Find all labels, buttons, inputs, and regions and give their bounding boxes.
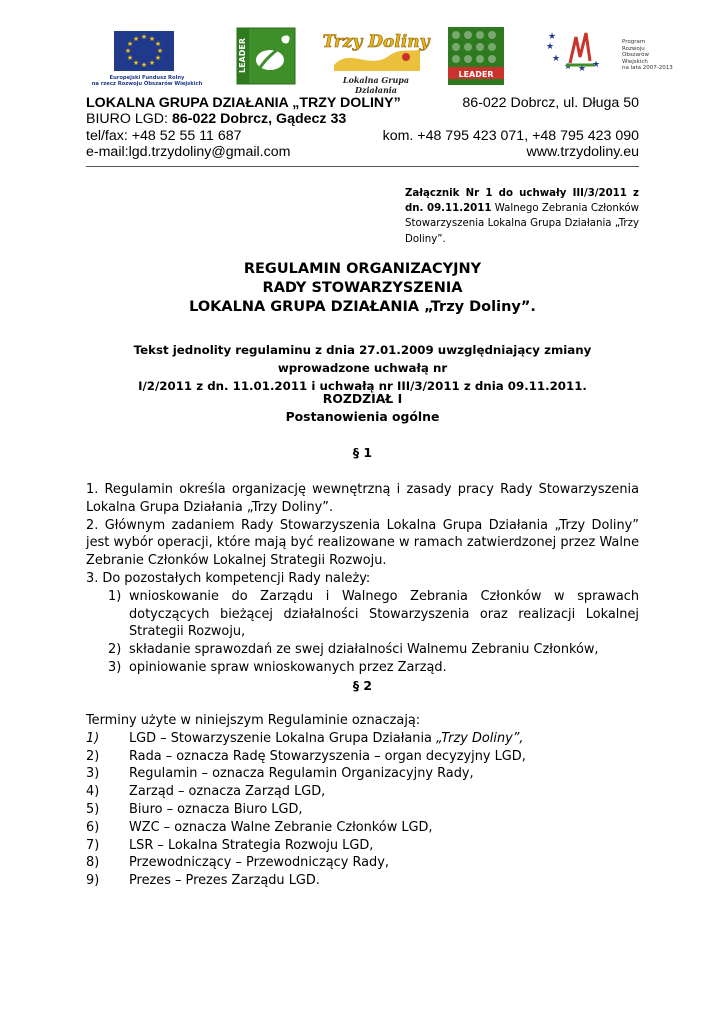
section2-body: [86, 712, 639, 890]
title-line2: RADY STOWARZYSZENIA: [262, 280, 463, 296]
svg-text:★: ★: [132, 35, 140, 43]
list-item-text: wnioskowanie do Zarządu i Walnego Zebrania Członków w sprawach dotyczących bieżącej działalności Stowarzyszenia oraz realizacji Lokalnej Strategii Rozwoju,: [129, 588, 639, 640]
svg-text:★: ★: [551, 54, 561, 64]
header-row-1: [86, 95, 639, 112]
svg-text:★: ★: [577, 64, 587, 74]
svg-text:★: ★: [126, 54, 134, 62]
attachment-bold: Załącznik Nr 1 do uchwały III/3/2011 z dn. 09.11.2011: [405, 188, 639, 215]
email-link[interactable]: e-mail:lgd.trzydoliny@gmail.com: [86, 144, 291, 160]
svg-text:★: ★: [156, 47, 164, 55]
list-item: [86, 872, 639, 890]
term-number: 2): [86, 748, 100, 764]
section1-paragraph-1: 1. Regulamin określa organizację wewnętrzną i zasady pracy Rady Stowarzyszenia Lokalna Grupa Działania „Trzy Doliny”.: [86, 482, 639, 515]
section1-body: [86, 481, 639, 677]
term-text: Zarząd – oznacza Zarząd LGD,: [129, 784, 326, 800]
leader-text: LEADER: [238, 37, 247, 73]
term-number: 7): [86, 837, 100, 853]
eu-logo: [90, 27, 204, 87]
term-number: 4): [86, 784, 100, 800]
svg-text:★: ★: [124, 47, 132, 55]
svg-text:★: ★: [140, 61, 148, 69]
consolidated-line2: I/2/2011 z dn. 11.01.2011 i uchwałą nr III/3/2011 z dnia 09.11.2011.: [138, 379, 587, 393]
list-item: [86, 659, 639, 677]
attachment-note: [405, 186, 639, 247]
term-text: Regulamin – oznacza Regulamin Organizacyjny Rady,: [129, 766, 474, 782]
prow-logo: [540, 27, 673, 87]
list-item: [86, 801, 639, 819]
consolidated-text-note: [86, 341, 639, 395]
chapter-heading: [86, 390, 639, 426]
list-item-number: 2): [108, 642, 122, 658]
eu-flag-icon: [90, 27, 204, 73]
trzy-doliny-logo: [322, 27, 430, 95]
list-item-text: składanie sprawozdań ze swej działalności Walnemu Zebraniu Członków,: [129, 642, 599, 658]
list-item-number: 3): [108, 659, 122, 675]
trzy-logo-text: Trzy Doliny: [322, 32, 430, 52]
header-row-3: [86, 128, 639, 145]
section2-heading: § 2: [352, 678, 373, 693]
website-link[interactable]: www.trzydoliny.eu: [526, 144, 639, 160]
office-address: 86-022 Dobrcz, Gądecz 33: [171, 111, 347, 127]
prow-stars-icon: [540, 27, 620, 77]
telfax: tel/fax: +48 52 55 11 687: [86, 128, 242, 144]
org-name: LOKALNA GRUPA DZIAŁANIA „TRZY DOLINY”: [86, 95, 401, 111]
prow-caption: [622, 39, 682, 72]
term-text: LSR – Lokalna Strategia Rozwoju LGD,: [129, 837, 374, 853]
eu-caption: [90, 75, 204, 87]
prow-caption-line2: Rozwoju: [622, 45, 645, 52]
terms-list: [86, 730, 639, 890]
svg-text:★: ★: [563, 62, 573, 72]
header-row-2: [86, 111, 639, 128]
term-text: WZC – oznacza Walne Zebranie Członków LGD,: [129, 819, 433, 835]
title-line3: LOKALNA GRUPA DZIAŁANIA „Trzy Doliny”.: [189, 299, 536, 315]
section1-heading: § 1: [352, 445, 373, 460]
svg-text:★: ★: [148, 59, 156, 67]
section2-intro: Terminy użyte w niniejszym Regulaminie oznaczają:: [86, 713, 421, 728]
prow-caption-line3: Obszarów: [622, 52, 649, 58]
trzy-caption: Lokalna Grupa Działania: [342, 75, 410, 95]
svg-text:★: ★: [154, 54, 162, 62]
mobile-phones: kom. +48 795 423 071, +48 795 423 090: [382, 128, 639, 144]
office-label: BIURO LGD:: [86, 111, 168, 127]
section1-paragraph-3: 3. Do pozostałych kompetencji Rady należy:: [86, 570, 371, 586]
list-item: [86, 819, 639, 837]
chapter-name: Postanowienia ogólne: [285, 409, 440, 424]
term-italic: „Trzy Doliny”,: [436, 730, 524, 746]
term-number: 9): [86, 873, 100, 889]
chapter-label: ROZDZIAŁ I: [322, 391, 403, 406]
list-item: [86, 854, 639, 872]
svg-text:★: ★: [547, 32, 557, 42]
list-item: [86, 588, 639, 641]
header-row-4: [86, 144, 639, 161]
eu-caption-line2: na rzecz Rozwoju Obszarów Wiejskich: [91, 81, 203, 87]
org-address: 86-022 Dobrcz, ul. Długa 50: [462, 95, 639, 111]
list-item: [86, 837, 639, 855]
term-text: Biuro – oznacza Biuro LGD,: [129, 801, 303, 817]
term-text: LGD – Stowarzyszenie Lokalna Grupa Działania: [129, 730, 437, 746]
svg-text:★: ★: [545, 42, 555, 52]
header-divider: [86, 166, 639, 167]
svg-text:★: ★: [148, 35, 156, 43]
list-item-text: opiniowanie spraw wnioskowanych przez Zarząd.: [129, 659, 447, 675]
term-text: Przewodniczący – Przewodniczący Rady,: [129, 855, 389, 871]
list-item: [86, 641, 639, 659]
svg-text:★: ★: [591, 60, 601, 70]
term-number: 1): [86, 730, 100, 746]
prow-caption-line5: na lata 2007-2013: [622, 65, 673, 71]
office-line: [86, 111, 346, 128]
list-item: [86, 748, 639, 766]
prow-caption-line4: Wiejskich: [622, 58, 648, 65]
competences-list: [86, 588, 639, 677]
leader2-text: LEADER: [458, 70, 494, 79]
prow-caption-line1: Program: [622, 39, 646, 45]
term-number: 3): [86, 766, 100, 782]
list-item-number: 1): [108, 588, 122, 604]
svg-text:★: ★: [126, 40, 134, 48]
section1-paragraph-2: 2. Głównym zadaniem Rady Stowarzyszenia Lokalna Grupa Działania „Trzy Doliny” jest wybór operacji, które mają być realizowane w ramach zatwierdzonej przez Walne Zebranie Członków Lokalnej Strategii Rozwoju.: [86, 517, 639, 569]
leader-logo: [236, 27, 296, 87]
term-number: 6): [86, 819, 100, 835]
eu-caption-line1: Europejski Fundusz Rolny: [109, 75, 185, 81]
trzy-doliny-emblem-icon: [322, 27, 430, 75]
attachment-rest: Walnego Zebrania Członków Stowarzyszenia Lokalna Grupa Działania „Trzy Doliny”.: [405, 203, 639, 245]
term-number: 8): [86, 855, 100, 871]
list-item: [86, 783, 639, 801]
term-number: 5): [86, 801, 100, 817]
svg-text:★: ★: [154, 40, 162, 48]
document-title: [86, 260, 639, 317]
svg-text:★: ★: [132, 59, 140, 67]
svg-text:★: ★: [140, 33, 148, 41]
leader-leaf-icon: [236, 27, 296, 85]
term-text: Prezes – Prezes Zarządu LGD.: [129, 873, 320, 889]
term-text: Rada – oznacza Radę Stowarzyszenia – organ decyzyjny LGD,: [129, 748, 526, 764]
list-item: [86, 765, 639, 783]
consolidated-line1: Tekst jednolity regulaminu z dnia 27.01.2009 uwzględniający zmiany wprowadzone uchwałą nr: [133, 343, 592, 375]
title-line1: REGULAMIN ORGANIZACYJNY: [243, 261, 482, 277]
list-item: [86, 730, 639, 748]
leader-stripes-icon: [448, 27, 504, 85]
leader-stripes-logo: [448, 27, 504, 87]
